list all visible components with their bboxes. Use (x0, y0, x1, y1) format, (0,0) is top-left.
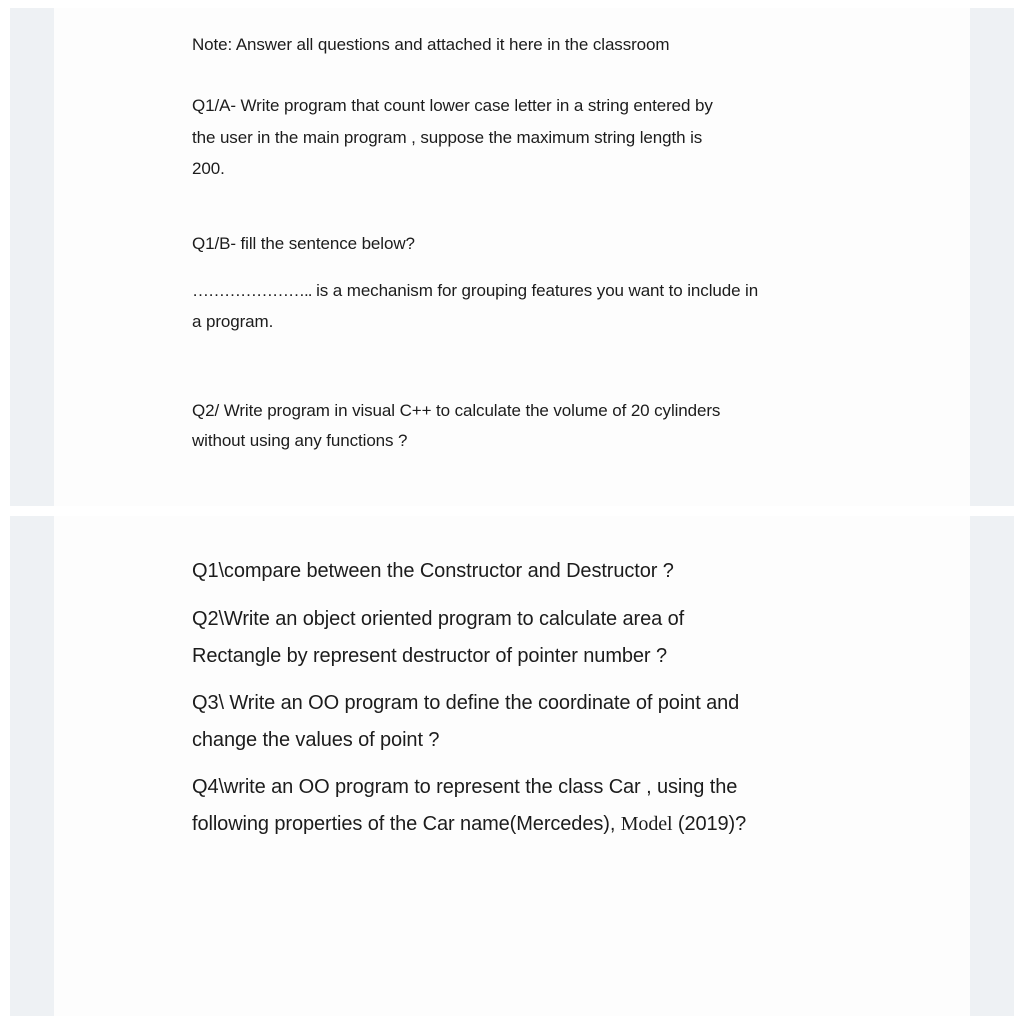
note-text: Note: Answer all questions and attached it here in the classroom (192, 35, 670, 54)
document-page-1 (10, 8, 1014, 506)
p2-q2-line-2: Rectangle by represent destructor of pointer number ? (192, 645, 667, 667)
q1b-line-1-rest: is a mechanism for grouping features you want to include in (311, 281, 759, 300)
page-sheet (54, 516, 970, 1016)
p2-q4-line-2-c: (2019)? (672, 813, 747, 835)
document-page-2 (10, 516, 1014, 1016)
q2-line-1: Q2/ Write program in visual C++ to calculate the volume of 20 cylinders (192, 401, 721, 420)
q1a-line-2: the user in the main program , suppose the maximum string length is (192, 128, 703, 147)
fill-in-blank: ………………….. (192, 281, 312, 300)
p2-q2-line-1: Q2\Write an object oriented program to calculate area of (192, 608, 685, 630)
q1a-line-1: Q1/A- Write program that count lower case letter in a string entered by (192, 96, 713, 115)
p2-q1-text: Q1\compare between the Constructor and Destructor ? (192, 560, 674, 582)
model-word: Model (620, 813, 673, 835)
q1a-line-3: 200. (192, 159, 225, 178)
p2-q3-line-1: Q3\ Write an OO program to define the coordinate of point and (192, 692, 740, 714)
q1b-line-2: a program. (192, 312, 274, 331)
p2-q3-line-2: change the values of point ? (192, 729, 440, 751)
p2-q4-line-1: Q4\write an OO program to represent the class Car , using the (192, 776, 738, 798)
q1b-line-1 (192, 281, 758, 301)
p2-q4-line-2 (192, 813, 746, 836)
p2-q4-line-2-a: following properties of the Car name(Mercedes), (192, 813, 621, 835)
q2-line-2: without using any functions ? (192, 431, 408, 450)
q1b-heading: Q1/B- fill the sentence below? (192, 234, 415, 253)
